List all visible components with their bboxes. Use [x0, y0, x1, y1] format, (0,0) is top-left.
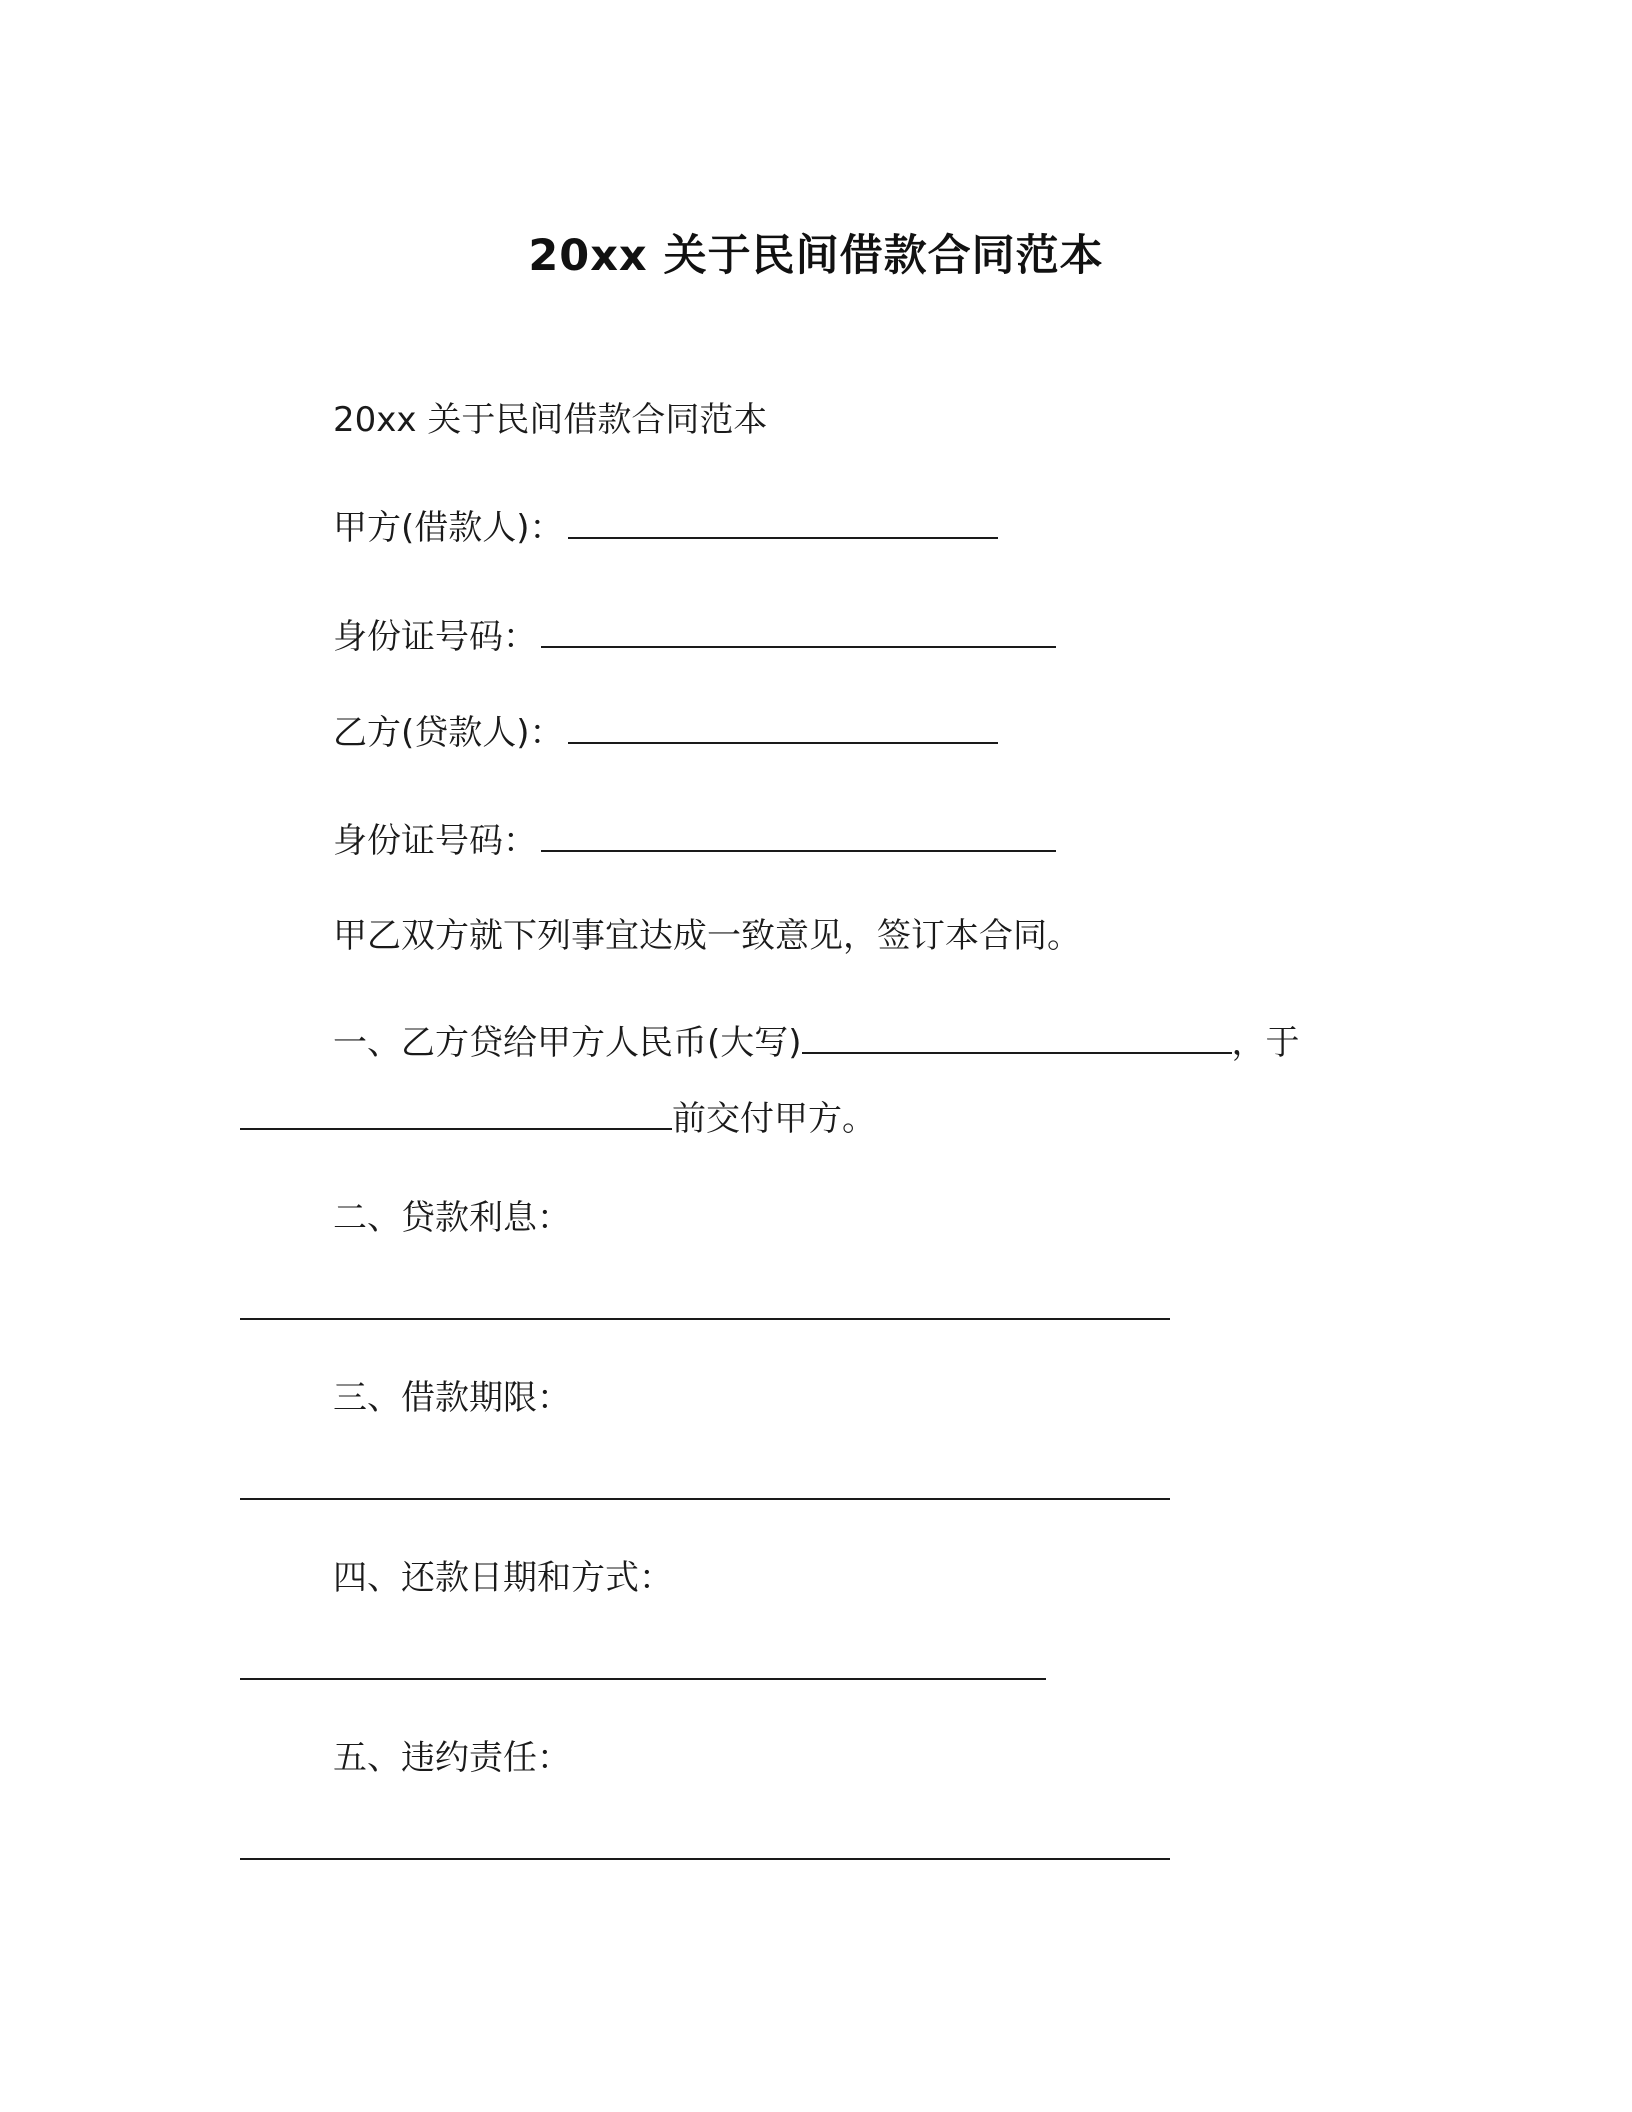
clause-1-suffix: 前交付甲方。	[672, 1099, 876, 1139]
delivery-date-blank[interactable]	[240, 1094, 672, 1130]
id-number-a-label: 身份证号码：	[333, 617, 537, 657]
party-b-row	[333, 708, 1002, 755]
id-number-b-label: 身份证号码：	[333, 821, 537, 861]
id-number-a-row	[333, 612, 1060, 659]
clause-2-blank[interactable]	[240, 1318, 1170, 1320]
clause-4-heading: 四、还款日期和方式：	[333, 1558, 673, 1598]
clause-3-heading: 三、借款期限：	[333, 1378, 571, 1418]
document-title: 20xx 关于民间借款合同范本	[528, 231, 1104, 281]
clause-1-cont-row	[240, 1094, 876, 1141]
clause-5-blank[interactable]	[240, 1858, 1170, 1860]
id-number-b-row	[333, 816, 1060, 863]
id-number-a-blank[interactable]	[541, 612, 1056, 648]
document-subtitle: 20xx 关于民间借款合同范本	[333, 400, 768, 440]
party-a-label: 甲方(借款人)：	[333, 508, 564, 548]
agreement-statement: 甲乙双方就下列事宜达成一致意见，签订本合同。	[333, 916, 1081, 956]
clause-4-blank[interactable]	[240, 1678, 1046, 1680]
clause-3-blank[interactable]	[240, 1498, 1170, 1500]
clause-2-heading: 二、贷款利息：	[333, 1198, 571, 1238]
party-b-blank[interactable]	[568, 708, 998, 744]
party-a-row	[333, 503, 1002, 550]
id-number-b-blank[interactable]	[541, 816, 1056, 852]
loan-amount-blank[interactable]	[802, 1018, 1232, 1054]
party-a-blank[interactable]	[568, 503, 998, 539]
clause-1-mid: ，于	[1231, 1023, 1300, 1063]
party-b-label: 乙方(贷款人)：	[333, 713, 564, 753]
clause-1-prefix: 一、乙方贷给甲方人民币(大写)	[333, 1023, 802, 1063]
clause-1-row	[333, 1018, 1300, 1065]
clause-5-heading: 五、违约责任：	[333, 1738, 571, 1778]
